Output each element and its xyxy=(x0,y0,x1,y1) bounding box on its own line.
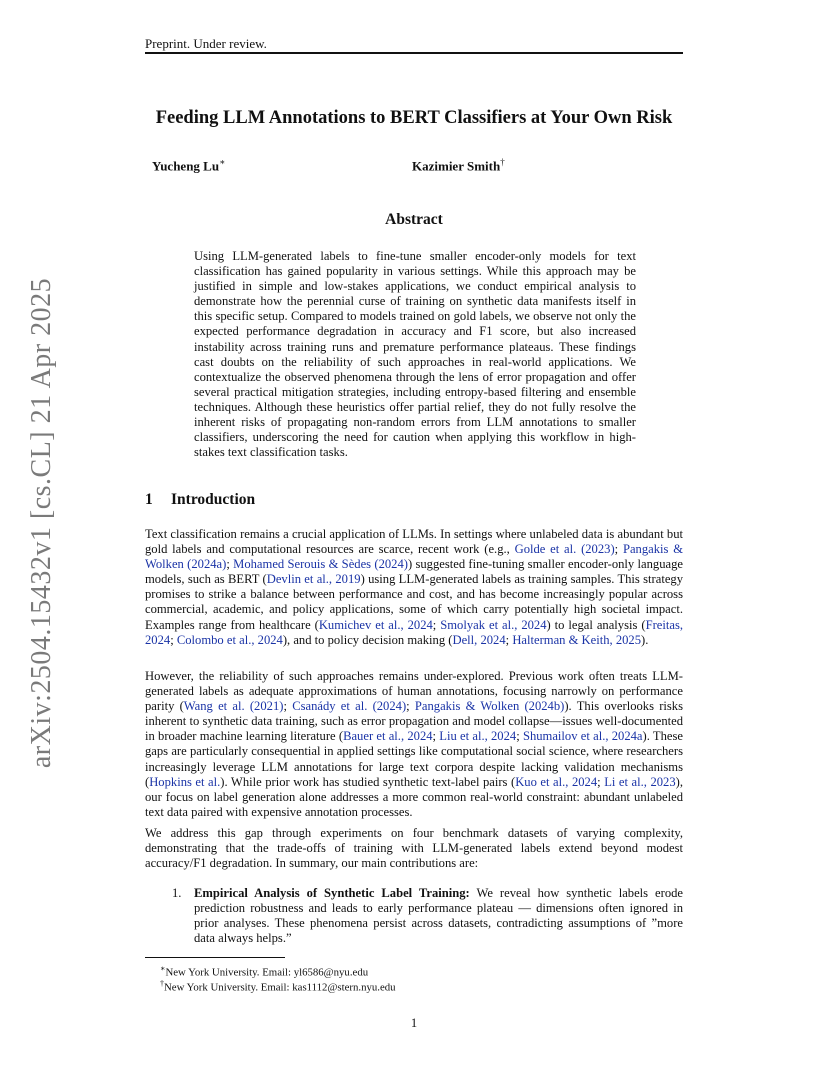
arxiv-stamp: arXiv:2504.15432v1 [cs.CL] 21 Apr 2025 xyxy=(26,277,57,769)
citation-link[interactable]: Kumichev et al., 2024 xyxy=(318,617,433,632)
list-marker: 1. xyxy=(172,886,182,900)
citation-link[interactable]: Colombo et al., 2024 xyxy=(176,632,283,647)
citation-link[interactable]: Smolyak et al., 2024 xyxy=(440,617,547,632)
section-number: 1 xyxy=(145,491,153,508)
header-rule xyxy=(145,52,683,54)
citation-link[interactable]: Liu et al., 2024 xyxy=(439,729,517,744)
citation-link[interactable]: Li et al., 2023 xyxy=(604,774,676,789)
abstract-body: Using LLM-generated labels to fine-tune smaller encoder-only models for text classification has gained popularity in various settings. While this approach may be justified in simple and low-stakes applications, we conduct empirical analysis to demonstrate how the perennial curse of training on synthetic data manifests itself in this specific setup. Compared to models trained on gold labels, we observe not only the expected performance degradation in accuracy and F1 score, but also increased instability across training runs and premature performance plateaus. These findings cast doubts on the reliability of such approaches in real-world applications. We contextualize the observed phenomena through the lens of error propagation and offer several practical mitigation strategies, including entropy-based filtering and ensemble techniques. Although these heuristics offer partial relief, they do not fully resolve the inherent risks of propagating non-random errors from LLM annotations to smaller classifiers, underscoring the need for caution when applying this workflow in high-stakes text classification tasks. xyxy=(194,249,636,460)
citation-link[interactable]: Devlin et al., 2019 xyxy=(266,572,361,587)
contribution-text: We reveal how synthetic labels erode prediction robustness and leads to early performance plateau — dimensions often ignored in prior analyses. These phenomena persist across datasets, contradicting assumptions of ”more data always helps.” xyxy=(194,886,684,946)
footnote-2-mark: † xyxy=(160,979,164,988)
paragraph-3: We address this gap through experiments on four benchmark datasets of varying complexity, demonstrating that the trade-offs of training with LLM-generated labels extend beyond modest accuracy/F1 degradation. In summary, our main contributions are: xyxy=(145,826,683,871)
section-heading xyxy=(145,491,255,509)
author-2-mark: † xyxy=(500,157,505,167)
citation-link[interactable]: Shumailov et al., 2024a xyxy=(522,729,643,744)
footnote-2-text: New York University. Email: kas1112@stern.nyu.edu xyxy=(164,981,396,994)
list-item xyxy=(172,886,683,946)
citation-link[interactable]: Pangakis & Wolken (2024a) xyxy=(145,542,683,572)
abstract-heading: Abstract xyxy=(385,211,443,228)
citation-link[interactable]: Bauer et al., 2024 xyxy=(343,729,433,744)
author-1 xyxy=(152,157,225,174)
citation-link[interactable]: Wang et al. (2021) xyxy=(183,699,284,714)
citation-link[interactable]: Halterman & Keith, 2025 xyxy=(512,632,642,647)
running-head: Preprint. Under review. xyxy=(145,36,267,51)
paragraph-1: Text classification remains a crucial application of LLMs. In settings where unlabeled data is abundant but gold labels and computational resources are scarce, recent work (e.g., Golde et al. (2023); Pangakis & Wolken (2024a); Mohamed Serouis & Sèdes (2024)) suggested fine-tuning smaller encoder-only language models, such as BERT (Devlin et al., 2019) using LLM-generated labels as training samples. This strategy promises to strike a balance between performance and cost, and has become increasingly popular across commercial, academic, and policy applications, some of which carry potentially high societal impact. Examples range from healthcare (Kumichev et al., 2024; Smolyak et al., 2024) to legal analysis (Freitas, 2024; Colombo et al., 2024), and to policy decision making (Dell, 2024; Halterman & Keith, 2025). xyxy=(145,527,683,647)
section-title: Introduction xyxy=(171,491,256,508)
citation-link[interactable]: Mohamed Serouis & Sèdes (2024) xyxy=(233,557,408,572)
citation-link[interactable]: Golde et al. (2023) xyxy=(514,542,615,557)
citation-link[interactable]: Dell, 2024 xyxy=(452,632,506,647)
footnote-rule xyxy=(145,957,285,958)
footnote-1-text: New York University. Email: yl6586@nyu.edu xyxy=(165,966,369,979)
footnote-2 xyxy=(160,977,396,995)
author-2 xyxy=(412,157,505,174)
citation-link[interactable]: Freitas, 2024 xyxy=(145,617,683,647)
author-1-mark: ∗ xyxy=(219,157,226,167)
citation-link[interactable]: Kuo et al., 2024 xyxy=(515,774,598,789)
citation-link[interactable]: Csanády et al. (2024) xyxy=(292,699,407,714)
page-number: 1 xyxy=(410,1016,418,1030)
author-2-name: Kazimier Smith xyxy=(412,158,501,174)
contribution-list xyxy=(172,886,683,946)
author-1-name: Yucheng Lu xyxy=(152,158,220,174)
citation-link[interactable]: Pangakis & Wolken (2024b) xyxy=(414,699,565,714)
paper-title: Feeding LLM Annotations to BERT Classifiers at Your Own Risk xyxy=(155,108,673,128)
citation-link[interactable]: Hopkins et al. xyxy=(149,774,221,789)
paragraph-2: However, the reliability of such approaches remains under-explored. Previous work often treats LLM-generated labels as adequate approximations of human annotations, focusing narrowly on performance parity (Wang et al. (2021); Csanády et al. (2024); Pangakis & Wolken (2024b)). This overlooks risks inherent to synthetic data training, such as error propagation and model collapse—issues well-documented in broader machine learning literature (Bauer et al., 2024; Liu et al., 2024; Shumailov et al., 2024a). These gaps are particularly consequential in applied settings like computational social science, where researchers increasingly leverage LLM annotations for large text corpora despite lacking validation mechanisms (Hopkins et al.). While prior work has studied synthetic text-label pairs (Kuo et al., 2024; Li et al., 2023), our focus on label generation alone addresses a more common real-world constraint: abundant unlabeled text data paired with expensive annotation processes. xyxy=(145,669,684,819)
contribution-title: Empirical Analysis of Synthetic Label Training: xyxy=(194,886,470,900)
footnote-1-mark: ∗ xyxy=(160,964,166,973)
